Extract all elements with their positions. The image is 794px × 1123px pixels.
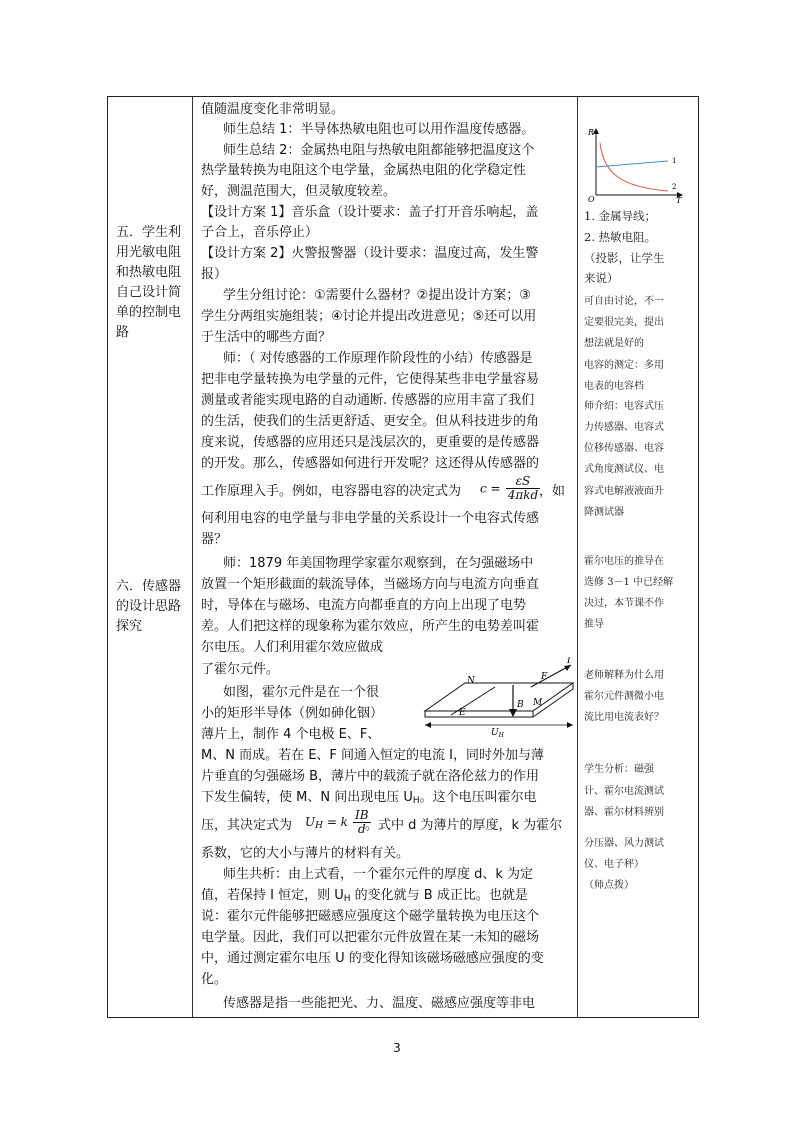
current-arrow-line — [531, 665, 571, 687]
note-line: 来说） — [584, 271, 619, 285]
note-line: （师点拨） — [584, 880, 634, 891]
text-line: 把非电学量转换为电学量的元件，它使得某些非电学量容易 — [201, 372, 540, 387]
formula-denominator: d — [357, 822, 366, 836]
graph-x-label: T — [676, 196, 682, 203]
text-line: 【设计方案 1】音乐盒（设计要求：盖子打开音乐响起，盖 — [201, 205, 539, 220]
note-line: （投影，让学生 — [584, 251, 665, 265]
text-line: 压，其决定式为 — [201, 818, 293, 833]
note-line: 流比用电流表好？ — [584, 712, 664, 723]
text-line: 传感器是指一些能把光、力、温度、磁感应强度等非电 — [223, 996, 536, 1011]
note-line: 分压器、风力测试 — [584, 838, 664, 849]
note-line: 力传感器、电容式 — [584, 422, 664, 433]
text-line: 好，测温范围大，但灵敏度较差。 — [201, 184, 397, 199]
formula-denominator: 4πkd — [507, 488, 539, 502]
text-line: 的生活，使我们的生活更舒适、更安全。但从科技进步的角 — [201, 414, 540, 429]
formula-numerator: IB — [355, 808, 369, 822]
note-line: 电表的电容档 — [584, 381, 644, 392]
note-line: 霍尔电压的推导在 — [584, 556, 664, 567]
graph-curve-2 — [600, 143, 668, 191]
hall-voltage-formula — [305, 809, 371, 836]
text-line: 差。人们把这样的现象称为霍尔效应，所产生的电势差叫霍 — [201, 619, 540, 634]
text-line: 器？ — [201, 532, 228, 547]
label-i: I — [567, 657, 571, 666]
text-line: M、N 而成。若在 E、F 间通入恒定的电流 I，同时外加与薄 — [201, 748, 544, 763]
resistance-temperature-graph — [586, 125, 686, 203]
text-line: 何利用电容的电学量与非电学量的关系设计一个电容式传感 — [201, 511, 540, 526]
text-line: 工作原理入手。例如，电容器电容的决定式为 — [201, 484, 462, 499]
text-line: 测量或者能实现电路的自动通断. 传感器的应用丰富了我们 — [201, 393, 535, 408]
note-line: 位移传感器、电容 — [584, 443, 664, 454]
label-m: M — [533, 698, 543, 708]
note-line: 容式电解液液面升 — [584, 486, 664, 497]
section6-label: 六．传感器的设计思路探究 — [116, 579, 182, 634]
label-b: B — [517, 700, 524, 710]
text-line: 【设计方案 2】火警报警器（设计要求：温度过高，发生警 — [201, 246, 539, 261]
note-line: 器、霍尔材料辨别 — [584, 807, 664, 818]
text-line: 片垂直的匀强磁场 B，薄片中的载流子就在洛伦兹力的作用 — [201, 769, 540, 784]
graph-curve-2-label: 2 — [672, 183, 677, 191]
text-line: 说：霍尔元件能够把磁感应强度这个磁学量转换为电压这个 — [201, 909, 540, 924]
label-n: N — [467, 676, 475, 686]
note-line: 选修 3－1 中已经解 — [584, 577, 674, 588]
note-line: 1. 金属导线； — [584, 209, 657, 223]
text-line: 师：1879 年美国物理学家霍尔观察到，在匀强磁场中 — [223, 556, 534, 571]
capacitance-formula — [480, 475, 540, 502]
text-line: 热学量转换为电阻这个电学量，金属热电阻的化学稳定性 — [201, 163, 527, 178]
text-line: 。式中 d 为薄片的厚度，k 为霍尔 — [365, 818, 563, 833]
text-line: 时，导体在与磁场、电流方向都垂直的方向上出现了电势 — [201, 598, 527, 613]
text-line: 尔电压。人们利用霍尔效应做成 — [201, 640, 384, 655]
text-line: ，如 — [539, 484, 566, 499]
text-line: 化。 — [201, 972, 228, 987]
formula-numerator: εS — [506, 475, 540, 489]
column-divider-2 — [577, 97, 578, 1017]
graph-y-label: R — [588, 128, 595, 137]
note-line: 式角度测试仪、电 — [584, 464, 664, 475]
note-line: 决过，本节课不作 — [584, 598, 664, 609]
formula-fraction — [506, 475, 540, 502]
text-line: 中，通过测定霍尔电压 U 的变化得知该磁场磁感应强度的变 — [201, 951, 544, 966]
note-line: 霍尔元件测微小电 — [584, 691, 664, 702]
graph-origin: O — [588, 195, 595, 203]
text-line: 师生总结 2：金属热电阻与热敏电阻都能够把温度这个 — [223, 143, 535, 158]
note-line: 老师解释为什么用 — [584, 670, 664, 681]
label-uh: $U_H$ — [491, 728, 504, 737]
text-line: 报） — [201, 267, 228, 282]
text-line: 了霍尔元件。 — [201, 662, 280, 677]
note-line: 仪、电子秤） — [584, 859, 644, 870]
note-line: 学生分析：磁强 — [584, 764, 654, 775]
text-line: 系数，它的大小与薄片的材料有关。 — [201, 846, 410, 861]
text-line: 师：（ 对传感器的工作原理作阶段性的小结）传感器是 — [223, 351, 533, 366]
label-e: E — [459, 708, 466, 718]
text-line: 电学量。因此，我们可以把霍尔元件放置在某一未知的磁场 — [201, 930, 540, 945]
text-line: 子合上，音乐停止） — [201, 225, 319, 240]
text-line: 值随温度变化非常明显。 — [201, 102, 345, 117]
hall-element-diagram — [421, 657, 576, 737]
note-line: 降测试器 — [584, 507, 624, 518]
text-line: 师生总结 1：半导体热敏电阻也可以用作温度传感器。 — [223, 122, 535, 137]
text-line: 薄片上，制作 4 个电极 E、F、 — [201, 727, 381, 742]
graph-curve-1-label: 1 — [672, 157, 677, 165]
note-line: 电容的测定：多用 — [584, 360, 664, 371]
hall-plate-top — [425, 683, 573, 711]
formula-lhs: c = — [480, 481, 501, 496]
note-line: 可自由讨论，不一 — [584, 296, 664, 307]
note-line: 定要很完美，提出 — [584, 317, 664, 328]
note-line: 想法就是好的 — [584, 338, 644, 349]
text-line: 小的矩形半导体（例如砷化铟） — [201, 706, 384, 721]
text-line: 如图，霍尔元件是在一个很 — [223, 685, 380, 700]
section5-label: 五．学生利用光敏电阻和热敏电阻自己设计简单的控制电路 — [116, 225, 182, 340]
text-line: 学生分两组实施组装；④讨论并提出改进意见；⑤还可以用 — [201, 309, 537, 324]
label-f: F — [541, 672, 548, 682]
hall-plate-front — [425, 711, 533, 717]
text-line: 下发生偏转，使 M、N 间出现电压 $U_H$。这个电压叫霍尔电 — [201, 790, 537, 806]
formula-lhs: $U_H = k$ — [305, 814, 348, 831]
note-line: 师介绍：电容式压 — [584, 401, 664, 412]
lesson-table — [107, 96, 699, 1018]
note-line: 推导 — [584, 619, 604, 630]
text-line: 放置一个矩形截面的载流导体，当磁场方向与电流方向垂直 — [201, 577, 540, 592]
page-number: 3 — [393, 1041, 401, 1055]
text-line: 的开发。那么，传感器如何进行开发呢？这还得从传感器的 — [201, 456, 540, 471]
text-line: 度来说，传感器的应用还只是浅层次的，更重要的是传感器 — [201, 435, 540, 450]
text-line: 学生分组讨论：①需要什么器材？②提出设计方案；③ — [223, 288, 531, 303]
note-line: 计、霍尔电流测试 — [584, 786, 664, 797]
text-line: 于生活中的哪些方面？ — [201, 330, 332, 345]
text-line: 值，若保持 I 恒定，则 $U_H$ 的变化就与 B 成正比。也就是 — [201, 888, 528, 904]
text-line: 师生共析：由上式看，一个霍尔元件的厚度 d、k 为定 — [223, 867, 534, 882]
column-divider-1 — [192, 97, 193, 1017]
note-line: 2. 热敏电阻。 — [584, 230, 657, 244]
